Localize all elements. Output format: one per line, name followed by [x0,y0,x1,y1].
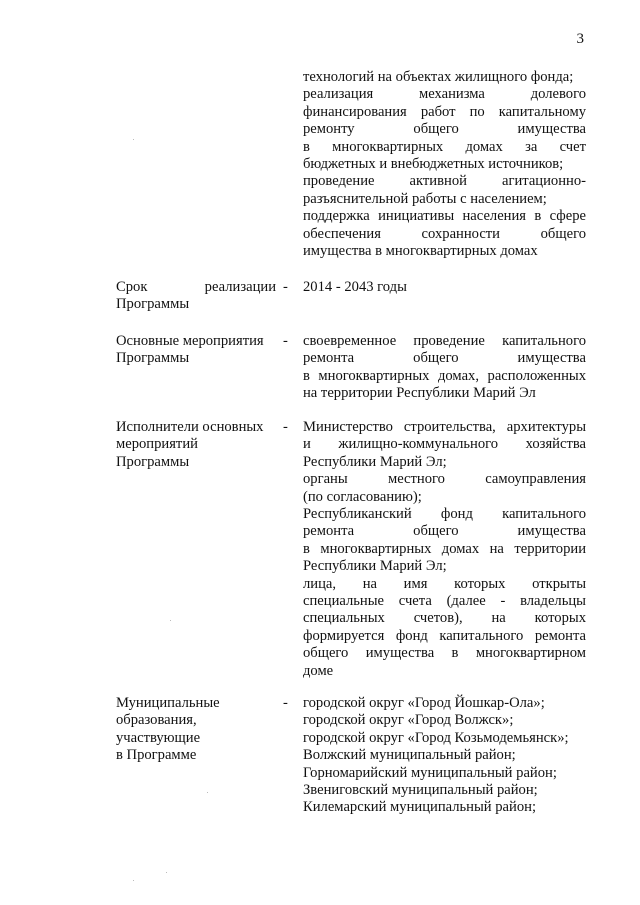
label-main-activities [116,333,276,368]
text-line: лица, на имя которых открыты [303,575,586,592]
scan-speck [133,880,134,881]
text-line: 2014 - 2043 годы [303,279,407,295]
text-line: (по согласованию); [303,488,422,505]
text-line: ремонта общего имущества [303,523,586,540]
text-line: Срок реализации [116,279,276,295]
text-line: в Программе [116,747,197,764]
text-line: в многоквартирных домах на территории [303,540,586,557]
value-main-activities [303,333,586,403]
text-line: технологий на объектах жилищного фонда; [303,69,574,85]
text-line: городской округ «Город Волжск»; [303,712,514,729]
scan-speck [133,139,134,140]
text-line: Программы [116,453,190,470]
text-line: в многоквартирных домах, расположенных [303,367,586,384]
row-dash: - [283,279,288,295]
text-line: мероприятий [116,436,198,453]
text-line: бюджетных и внебюджетных источников; [303,156,564,173]
text-line: реализация механизма долевого [303,86,586,103]
text-line: Министерство строительства, архитектуры [303,419,586,435]
text-line: Волжский муниципальный район; [303,747,516,764]
text-line: участвующие [116,729,201,746]
text-line: ремонту общего имущества [303,121,586,138]
row-dash: - [283,333,288,349]
scan-speck [207,792,208,793]
text-line: образования, [116,712,197,729]
scan-speck [170,620,171,621]
text-line: финансирования работ по капитальному [303,103,586,120]
text-line: имущества в многоквартирных домах [303,243,538,260]
page-number: 3 [576,31,584,47]
text-line: Килемарский муниципальный район; [303,799,536,816]
text-line: городской округ «Город Йошкар-Ола»; [303,695,545,711]
value-program-term [303,279,586,296]
text-line: Основные мероприятия [116,333,264,349]
label-executors [116,419,276,471]
text-line: специальных счетов), на которых [303,610,586,627]
text-line: Программы [116,296,190,313]
scan-speck [166,872,167,873]
value-municipalities [303,695,586,817]
text-line: Республики Марий Эл; [303,453,447,470]
text-line: формируется фонд капитального ремонта [303,627,586,644]
text-line: в многоквартирных домах за счет [303,138,586,155]
row-dash: - [283,419,288,435]
text-line: и жилищно-коммунального хозяйства [303,436,586,453]
text-line: общего имущества в многоквартирном [303,645,586,662]
text-line: Программы [116,350,190,367]
text-line: разъяснительной работы с населением; [303,190,547,207]
text-line: Горномарийский муниципальный район; [303,764,557,781]
text-line: обеспечения сохранности общего [303,225,586,242]
text-line: на территории Республики Марий Эл [303,385,536,402]
text-line: городской округ «Город Козьмодемьянск»; [303,729,569,746]
text-line: поддержка инициативы населения в сфере [303,208,586,225]
row-dash: - [283,695,288,711]
text-line: Звениговский муниципальный район; [303,782,538,799]
text-line: Республики Марий Эл; [303,558,447,575]
text-line: проведение активной агитационно- [303,173,586,190]
label-municipalities [116,695,276,765]
intro-text [303,69,586,260]
text-line: Республиканский фонд капитального [303,506,586,523]
text-line: Муниципальные [116,695,220,711]
text-line: специальные счета (далее - владельцы [303,593,586,610]
text-line: Исполнители основных [116,419,264,435]
value-executors [303,419,586,680]
text-line: ремонта общего имущества [303,350,586,367]
label-program-term [116,279,276,314]
text-line: доме [303,662,334,679]
text-line: органы местного самоуправления [303,471,586,488]
text-line: своевременное проведение капитального [303,333,586,349]
